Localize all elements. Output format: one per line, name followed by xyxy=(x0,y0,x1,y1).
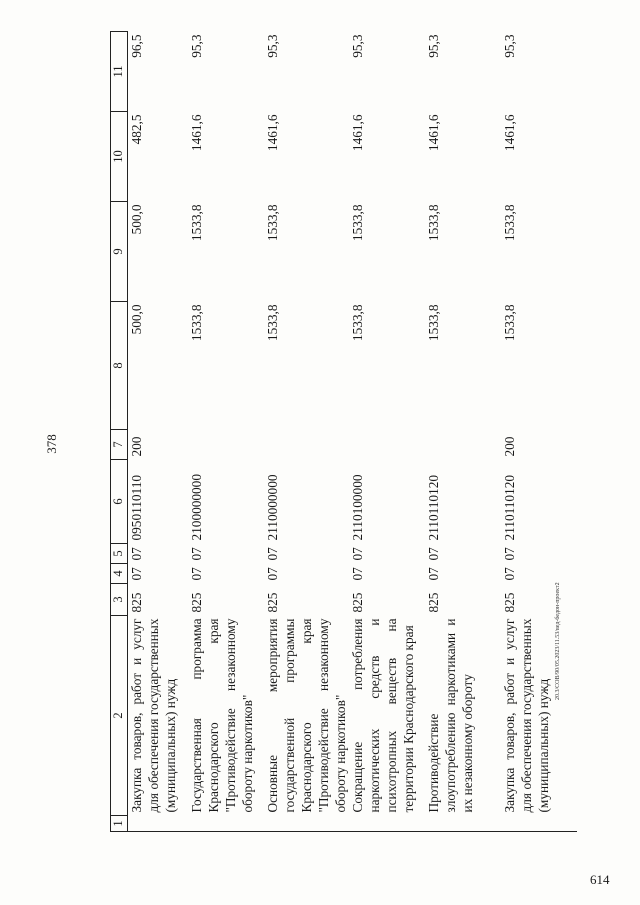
cell-ministry: 825 xyxy=(502,592,517,613)
cell-col1 xyxy=(349,816,425,832)
col-header-2: 2 xyxy=(111,616,128,816)
col-header-1: 1 xyxy=(111,816,128,832)
cell-description: Закупка товаров, работ и услуг для обеспечения государственных (муниципальных) нужд xyxy=(129,618,178,813)
cell-expense-type: 200 xyxy=(502,436,517,457)
cell-ministry: 825 xyxy=(426,592,441,613)
cell-target-code: 2110110120 xyxy=(426,475,441,541)
cell-value-10: 1461,6 xyxy=(189,114,204,152)
cell-col1 xyxy=(425,816,501,832)
cell-value-8: 1533,8 xyxy=(189,304,204,342)
document-stamp: 20.3/СОВ/90/05.2023/11.53/вед-бедон-проект2 xyxy=(555,582,561,700)
cell-target-code: 2110000000 xyxy=(265,474,280,541)
cell-subsection: 07 xyxy=(426,547,441,561)
cell-section: 07 xyxy=(129,567,144,581)
table-row xyxy=(264,32,349,832)
cell-section: 07 xyxy=(426,567,441,581)
budget-table xyxy=(110,31,577,832)
cell-value-11: 95,3 xyxy=(502,34,517,58)
header-page-number: 378 xyxy=(43,434,59,454)
cell-value-10: 1461,6 xyxy=(265,114,280,152)
cell-subsection: 07 xyxy=(350,547,365,561)
col-header-8: 8 xyxy=(111,302,128,430)
header-row xyxy=(111,32,128,832)
cell-description: Государственная программа Краснодарского края "Противодействие незаконному обороту наркотиков" xyxy=(189,618,255,813)
table-row xyxy=(349,32,425,832)
cell-value-9: 500,0 xyxy=(129,204,144,235)
cell-value-9: 1533,8 xyxy=(265,204,280,242)
cell-value-10: 1461,6 xyxy=(502,114,517,152)
table-row xyxy=(188,32,264,832)
col-header-3: 3 xyxy=(111,584,128,616)
col-header-9: 9 xyxy=(111,202,128,302)
cell-expense-type xyxy=(425,430,501,460)
cell-value-11: 96,5 xyxy=(129,34,144,58)
cell-section: 07 xyxy=(350,567,365,581)
page-number: 614 xyxy=(590,872,610,887)
rotated-table-container xyxy=(110,32,610,832)
cell-value-8: 500,0 xyxy=(129,304,144,335)
cell-value-9: 1533,8 xyxy=(350,204,365,242)
col-header-4: 4 xyxy=(111,564,128,584)
cell-col1 xyxy=(128,816,189,832)
table-row xyxy=(501,32,577,832)
table-row xyxy=(425,32,501,832)
cell-value-8: 1533,8 xyxy=(426,304,441,342)
cell-description: Основные мероприятия государственной программы Краснодарского края "Противодействие незаконному обороту наркотиков" xyxy=(265,618,348,813)
cell-value-10: 1461,6 xyxy=(426,114,441,152)
cell-value-10: 482,5 xyxy=(129,114,144,145)
cell-expense-type: 200 xyxy=(129,436,144,457)
cell-target-code: 2110110120 xyxy=(502,475,517,541)
col-header-5: 5 xyxy=(111,544,128,564)
cell-description: Сокращение потребления наркотических средств и психотропных веществ на территории Краснодарского края xyxy=(350,618,416,813)
cell-value-8: 1533,8 xyxy=(350,304,365,342)
cell-col1 xyxy=(188,816,264,832)
cell-col1 xyxy=(264,816,349,832)
cell-target-code: 2100000000 xyxy=(189,474,204,541)
cell-ministry: 825 xyxy=(129,592,144,613)
col-header-10: 10 xyxy=(111,112,128,202)
cell-value-11: 95,3 xyxy=(265,34,280,58)
cell-value-9: 1533,8 xyxy=(426,204,441,242)
cell-value-11: 95,3 xyxy=(426,34,441,58)
cell-value-10: 1461,6 xyxy=(350,114,365,152)
cell-subsection: 07 xyxy=(189,547,204,561)
cell-ministry: 825 xyxy=(350,592,365,613)
cell-expense-type xyxy=(349,430,425,460)
cell-target-code: 0950110110 xyxy=(129,475,144,541)
cell-section: 07 xyxy=(189,567,204,581)
cell-description: Противодействие злоупотреблению наркотиками и их незаконному обороту xyxy=(426,618,475,813)
cell-subsection: 07 xyxy=(502,547,517,561)
cell-value-8: 1533,8 xyxy=(502,304,517,342)
cell-value-8: 1533,8 xyxy=(265,304,280,342)
col-header-7: 7 xyxy=(111,430,128,460)
cell-section: 07 xyxy=(265,567,280,581)
cell-subsection: 07 xyxy=(129,547,144,561)
cell-value-11: 95,3 xyxy=(189,34,204,58)
cell-description: Закупка товаров, работ и услуг для обеспечения государственных (муниципальных) нужд xyxy=(502,618,551,813)
cell-col1 xyxy=(501,816,577,832)
cell-ministry: 825 xyxy=(189,592,204,613)
col-header-6: 6 xyxy=(111,460,128,544)
col-header-11: 11 xyxy=(111,32,128,112)
cell-value-9: 1533,8 xyxy=(189,204,204,242)
table-row xyxy=(128,32,189,832)
cell-expense-type xyxy=(264,430,349,460)
cell-ministry: 825 xyxy=(265,592,280,613)
cell-value-11: 95,3 xyxy=(350,34,365,58)
cell-value-9: 1533,8 xyxy=(502,204,517,242)
cell-expense-type xyxy=(188,430,264,460)
cell-target-code: 2110100000 xyxy=(350,474,365,541)
cell-section: 07 xyxy=(502,567,517,581)
cell-subsection: 07 xyxy=(265,547,280,561)
